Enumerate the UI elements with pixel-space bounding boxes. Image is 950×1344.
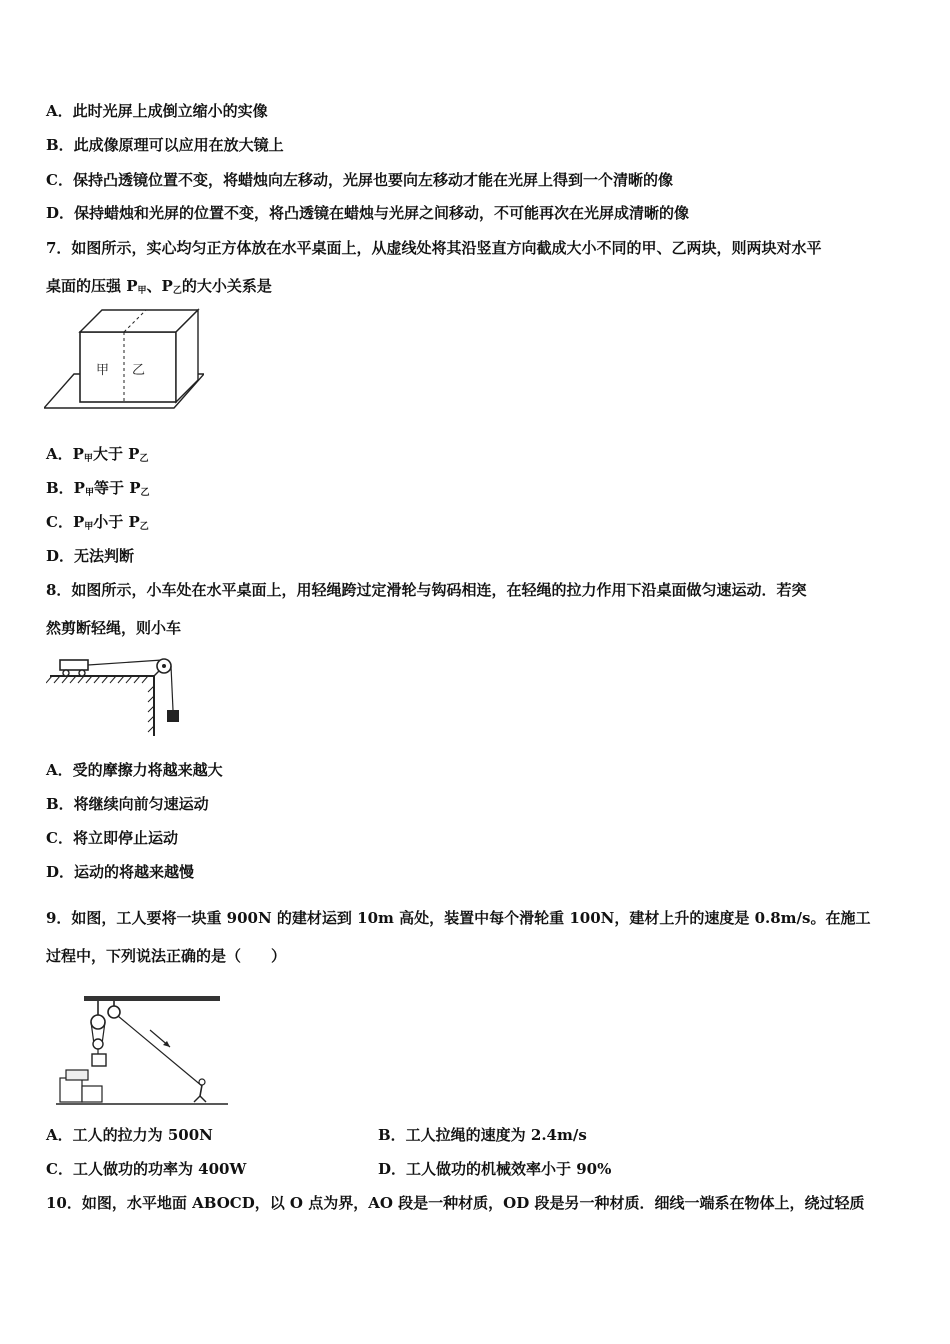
cart-wheel — [79, 670, 85, 676]
movable-pulley — [93, 1039, 103, 1049]
q8-option-c: C．将立即停止运动 — [46, 829, 178, 847]
fixed-pulley — [91, 1015, 105, 1029]
q6-option-b: B．此成像原理可以应用在放大镜上 — [46, 136, 284, 154]
rope-vertical — [171, 666, 173, 710]
q7-stem-line2: 桌面的压强 $P_甲$、$P_乙$的大小关系是 — [46, 277, 272, 296]
q8-option-d: D．运动的将越来越慢 — [46, 863, 195, 881]
cart-pulley-figure — [46, 652, 196, 740]
q6-option-c: C．保持凸透镜位置不变，将蜡烛向左移动，光屏也要向左移动才能在光屏上得到一个清晰的像 — [46, 171, 673, 189]
q6-option-a: A．此时光屏上成倒立缩小的实像 — [46, 102, 268, 120]
q7-option-a: A．$P_甲$大于 $P_乙$ — [46, 445, 149, 464]
q10-stem-line1: 10．如图，水平地面 ABOCD，以 O 点为界，AO 段是一种材质，OD 段是另一种材质．细线一端系在物体上，绕过轻质 — [46, 1194, 865, 1212]
q7-option-d: D．无法判断 — [46, 547, 135, 565]
rope-to-worker — [118, 1016, 202, 1086]
cube-on-table-figure — [44, 308, 204, 414]
worker-head — [199, 1079, 205, 1085]
q8-stem-line1: 8．如图所示，小车处在水平桌面上，用轻绳跨过定滑轮与钩码相连，在轻绳的拉力作用下沿桌面做匀速运动．若突 — [46, 581, 807, 599]
q8-stem-line2: 然剪断轻绳，则小车 — [46, 619, 182, 637]
q9-option-b: B．工人拉绳的速度为 2.4m/s — [378, 1126, 587, 1144]
q8-option-a: A．受的摩擦力将越来越大 — [46, 761, 223, 779]
q8-option-b: B．将继续向前匀速运动 — [46, 795, 209, 813]
worker-pulley-figure — [52, 994, 232, 1110]
ceiling-beam — [84, 996, 220, 1001]
building-material — [92, 1054, 106, 1066]
cube-front — [80, 332, 176, 402]
worker-body — [200, 1085, 202, 1096]
cart-wheel — [63, 670, 69, 676]
label-yi: 乙 — [132, 363, 146, 378]
label-jia: 甲 — [96, 363, 110, 378]
q9-option-a: A．工人的拉力为 500N — [46, 1126, 213, 1144]
material-block — [60, 1078, 82, 1102]
rope-horizontal — [88, 660, 162, 665]
q9-stem-line2: 过程中，下列说法正确的是（ ） — [46, 947, 287, 965]
q9-option-c: C．工人做功的功率为 400W — [46, 1160, 247, 1178]
q7-option-c: C．$P_甲$小于 $P_乙$ — [46, 513, 149, 532]
q7-option-b: B．$P_甲$等于 $P_乙$ — [46, 479, 150, 498]
q6-option-d: D．保持蜡烛和光屏的位置不变，将凸透镜在蜡烛与光屏之间移动，不可能再次在光屏成清晰的像 — [46, 204, 690, 222]
cart-body — [60, 660, 88, 670]
hook-weight — [167, 710, 179, 722]
q9-stem-line1: 9．如图，工人要将一块重 900N 的建材运到 10m 高处，装置中每个滑轮重 100N，建材上升的速度是 0.8m/s。在施工 — [46, 909, 871, 927]
q7-stem-line1: 7．如图所示，实心均匀正方体放在水平桌面上，从虚线处将其沿竖直方向截成大小不同的甲、乙两块，则两块对水平 — [46, 239, 822, 257]
q9-option-d: D．工人做功的机械效率小于 90% — [378, 1160, 612, 1178]
